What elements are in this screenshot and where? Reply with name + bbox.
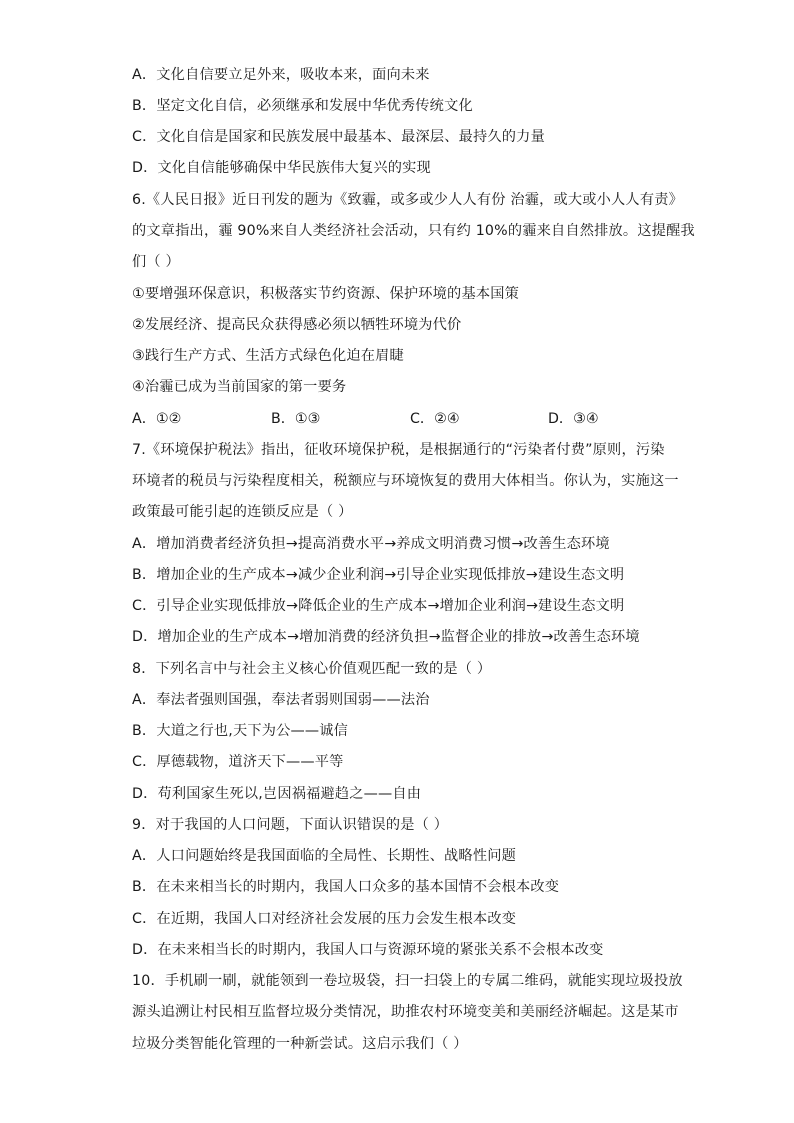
q9-option-b: B．在未来相当长的时期内，我国人口众多的基本国情不会根本改变 [132, 879, 560, 895]
q6-option-c: C．②④ [410, 411, 460, 427]
q10-stem-line-1: 10．手机刷一刷，就能领到一卷垃圾袋，扫一扫袋上的专属二维码，就能实现垃圾投放 [132, 973, 683, 989]
q8-stem: 8．下列名言中与社会主义核心价值观匹配一致的是（ ） [132, 661, 492, 677]
q6-option-a: A．①② [132, 411, 182, 427]
q7-stem-line-2: 环境者的税员与污染程度相关，税额应与环境恢复的费用大体相当。你认为，实施这一 [132, 473, 679, 489]
q7-option-a: A．增加消费者经济负担→提高消费水平→养成文明消费习惯→改善生态环境 [132, 536, 610, 552]
q9-option-d: D．在未来相当长的时期内，我国人口与资源环境的紧张关系不会根本改变 [132, 942, 604, 958]
q8-option-b: B．大道之行也,天下为公——诚信 [132, 723, 349, 739]
q6-option-d: D．③④ [548, 411, 599, 427]
q6-statement-3: ③践行生产方式、生活方式绿色化迫在眉睫 [132, 348, 404, 364]
q6-stem-line-1: 6.《人民日报》近日刊发的题为《致霾，或多或少人人有份 治霾，或大或小人人有责》 [132, 192, 683, 208]
q6-statement-1: ①要增强环保意识，积极落实节约资源、保护环境的基本国策 [132, 286, 519, 302]
q7-option-d: D．增加企业的生产成本→增加消费的经济负担→监督企业的排放→改善生态环境 [132, 629, 640, 645]
q8-option-a: A．奉法者强则国强，奉法者弱则国弱——法治 [132, 692, 430, 708]
q5-option-a: A．文化自信要立足外来，吸收本来，面向未来 [132, 67, 430, 83]
q6-statement-4: ④治霾已成为当前国家的第一要务 [132, 379, 347, 395]
q5-option-b: B．坚定文化自信，必须继承和发展中华优秀传统文化 [132, 98, 473, 114]
q7-stem-line-3: 政策最可能引起的连锁反应是（ ） [132, 504, 353, 520]
q9-stem: 9．对于我国的人口问题，下面认识错误的是（ ） [132, 817, 449, 833]
q9-option-c: C．在近期，我国人口对经济社会发展的压力会发生根本改变 [132, 911, 517, 927]
q7-stem-line-1: 7.《环境保护税法》指出，征收环境保护税，是根据通行的“污染者付费”原则，污染 [132, 442, 665, 458]
q9-option-a: A．人口问题始终是我国面临的全局性、长期性、战略性问题 [132, 848, 516, 864]
q5-option-d: D．文化自信能够确保中华民族伟大复兴的实现 [132, 160, 431, 176]
q10-stem-line-3: 垃圾分类智能化管理的一种新尝试。这启示我们（ ） [132, 1036, 468, 1052]
q6-stem-line-2: 的文章指出，霾 90%来自人类经济社会活动，只有约 10%的霾来自自然排放。这提醒我 [132, 223, 695, 239]
q6-statement-2: ②发展经济、提高民众获得感必须以牺牲环境为代价 [132, 317, 462, 333]
q10-stem-line-2: 源头追溯让村民相互监督垃圾分类情况，助推农村环境变美和美丽经济崛起。这是某市 [132, 1004, 679, 1020]
q6-stem-line-3: 们（ ） [132, 254, 180, 270]
q5-option-c: C．文化自信是国家和民族发展中最基本、最深层、最持久的力量 [132, 129, 545, 145]
q8-option-d: D．苟利国家生死以,岂因祸福避趋之——自由 [132, 786, 422, 802]
q7-option-b: B．增加企业的生产成本→减少企业利润→引导企业实现低排放→建设生态文明 [132, 567, 625, 583]
q6-option-b: B．①③ [271, 411, 321, 427]
q7-option-c: C．引导企业实现低排放→降低企业的生产成本→增加企业利润→建设生态文明 [132, 598, 625, 614]
q8-option-c: C．厚德载物，道济天下——平等 [132, 754, 344, 770]
